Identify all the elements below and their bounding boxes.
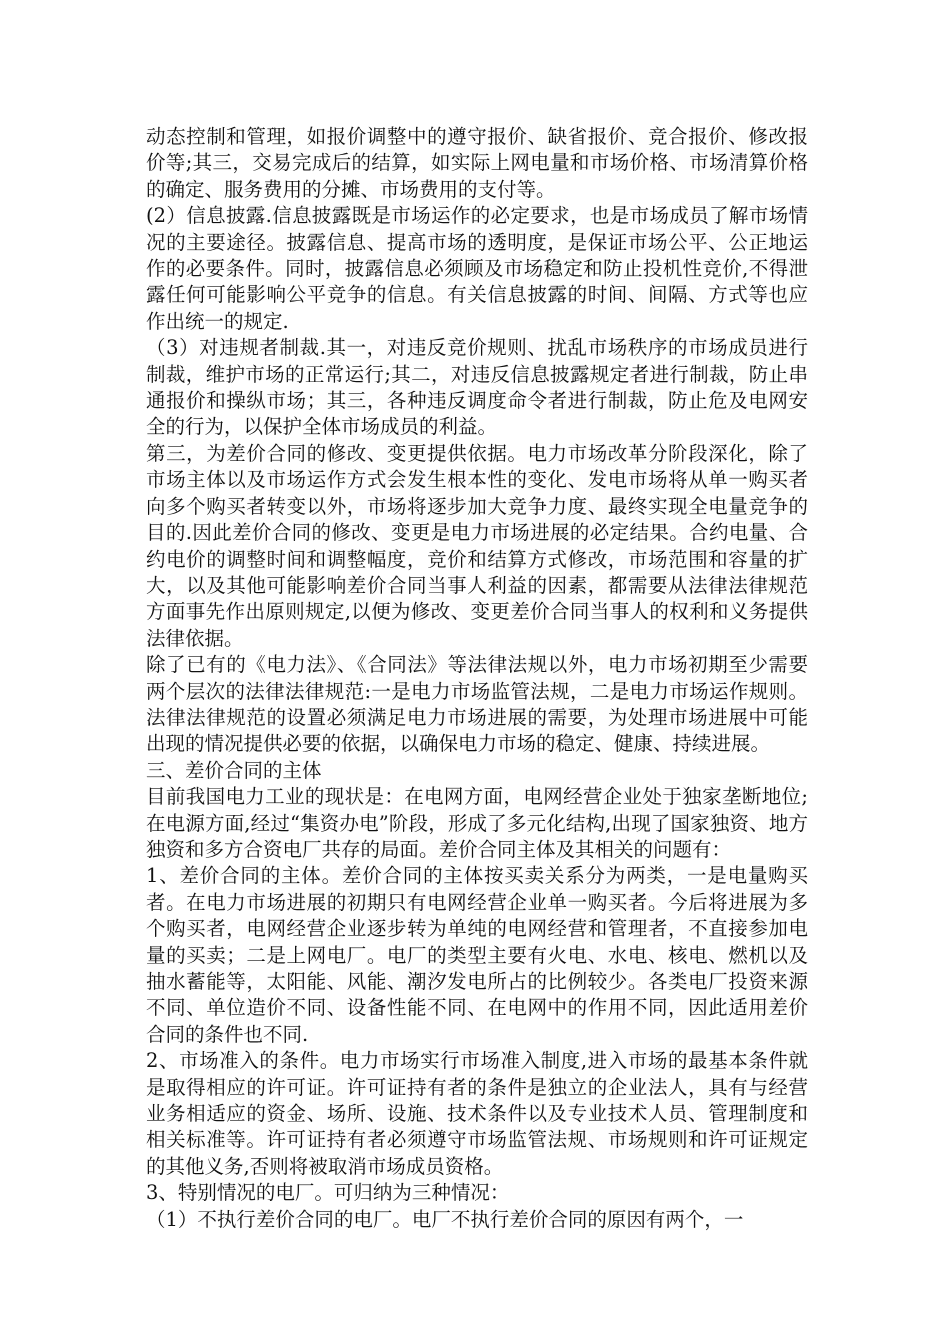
paragraph-2: (2）信息披露.信息披露既是市场运作的必定要求，也是市场成员了解市场情况的主要途径。披露信息、提高市场的透明度，是保证市场公平、公正地运作的必要条件。同时，披露信息必须顾及市场稳定和防止投机性竞价,不得泄露任何可能影响公平竞争的信息。有关信息披露的时间、间隔、方式等也应作出统一的规定.: [146, 204, 808, 333]
paragraph-4: 第三，为差价合同的修改、变更提供依据。电力市场改革分阶段深化，除了市场主体以及市场运作方式会发生根本性的变化、发电市场将从单一购买者向多个购买者转变以外，市场将逐步加大竞争力度、最终实现全电量竞争的目的.因此差价合同的修改、变更是电力市场进展的必定结果。合约电量、合约电价的调整时间和调整幅度，竞价和结算方式修改，市场范围和容量的扩大，以及其他可能影响差价合同当事人利益的因素，都需要从法律法律规范方面事先作出原则规定,以便为修改、变更差价合同当事人的权利和义务提供法律依据。: [146, 441, 808, 650]
paragraph-5: 除了已有的《电力法》、《合同法》等法律法规以外，电力市场初期至少需要两个层次的法律法律规范:一是电力市场监管法规，二是电力市场运作规则。法律法律规范的设置必须满足电力市场进展的需要，为处理市场进展中可能出现的情况提供必要的依据，以确保电力市场的稳定、健康、持续进展。: [146, 653, 808, 756]
section-heading: 三、差价合同的主体: [146, 758, 322, 782]
paragraph-8: 2、市场准入的条件。电力市场实行市场准入制度,进入市场的最基本条件就是取得相应的许可证。许可证持有者的条件是独立的企业法人，具有与经营业务相适应的资金、场所、设施、技术条件以及专业技术人员、管理制度和相关标准等。许可证持有者必须遵守市场监管法规、市场规则和许可证规定的其他义务,否则将被取消市场成员资格。: [146, 1049, 808, 1178]
paragraph-7: 1、差价合同的主体。差价合同的主体按买卖关系分为两类，一是电量购买者。在电力市场进展的初期只有电网经营企业单一购买者。今后将进展为多个购买者，电网经营企业逐步转为单纯的电网经营和管理者，不直接参加电量的买卖；二是上网电厂。电厂的类型主要有火电、水电、核电、燃机以及抽水蓄能等，太阳能、风能、潮汐发电所占的比例较少。各类电厂投资来源不同、单位造价不同、设备性能不同、在电网中的作用不同，因此适用差价合同的条件也不同.: [146, 864, 808, 1046]
paragraph-6: 目前我国电力工业的现状是：在电网方面，电网经营企业处于独家垄断地位;在电源方面,经过“集资办电”阶段，形成了多元化结构,出现了国家独资、地方独资和多方合资电厂共存的局面。差价合同主体及其相关的问题有：: [146, 785, 808, 861]
paragraph-1: 动态控制和管理，如报价调整中的遵守报价、缺省报价、竞合报价、修改报价等;其三，交易完成后的结算，如实际上网电量和市场价格、市场清算价格的确定、服务费用的分摊、市场费用的支付等。: [146, 125, 808, 201]
paragraph-3: （3）对违规者制裁.其一，对违反竞价规则、扰乱市场秩序的市场成员进行制裁，维护市场的正常运行;其二，对违反信息披露规定者进行制裁，防止串通报价和操纵市场；其三，各种违反调度命令者进行制裁，防止危及电网安全的行为，以保护全体市场成员的利益。: [146, 336, 808, 439]
paragraph-9: 3、特别情况的电厂。可归纳为三种情况：: [146, 1181, 510, 1205]
document-body: [146, 124, 808, 1233]
paragraph-10: （1）不执行差价合同的电厂。电厂不执行差价合同的原因有两个，一: [146, 1207, 744, 1231]
